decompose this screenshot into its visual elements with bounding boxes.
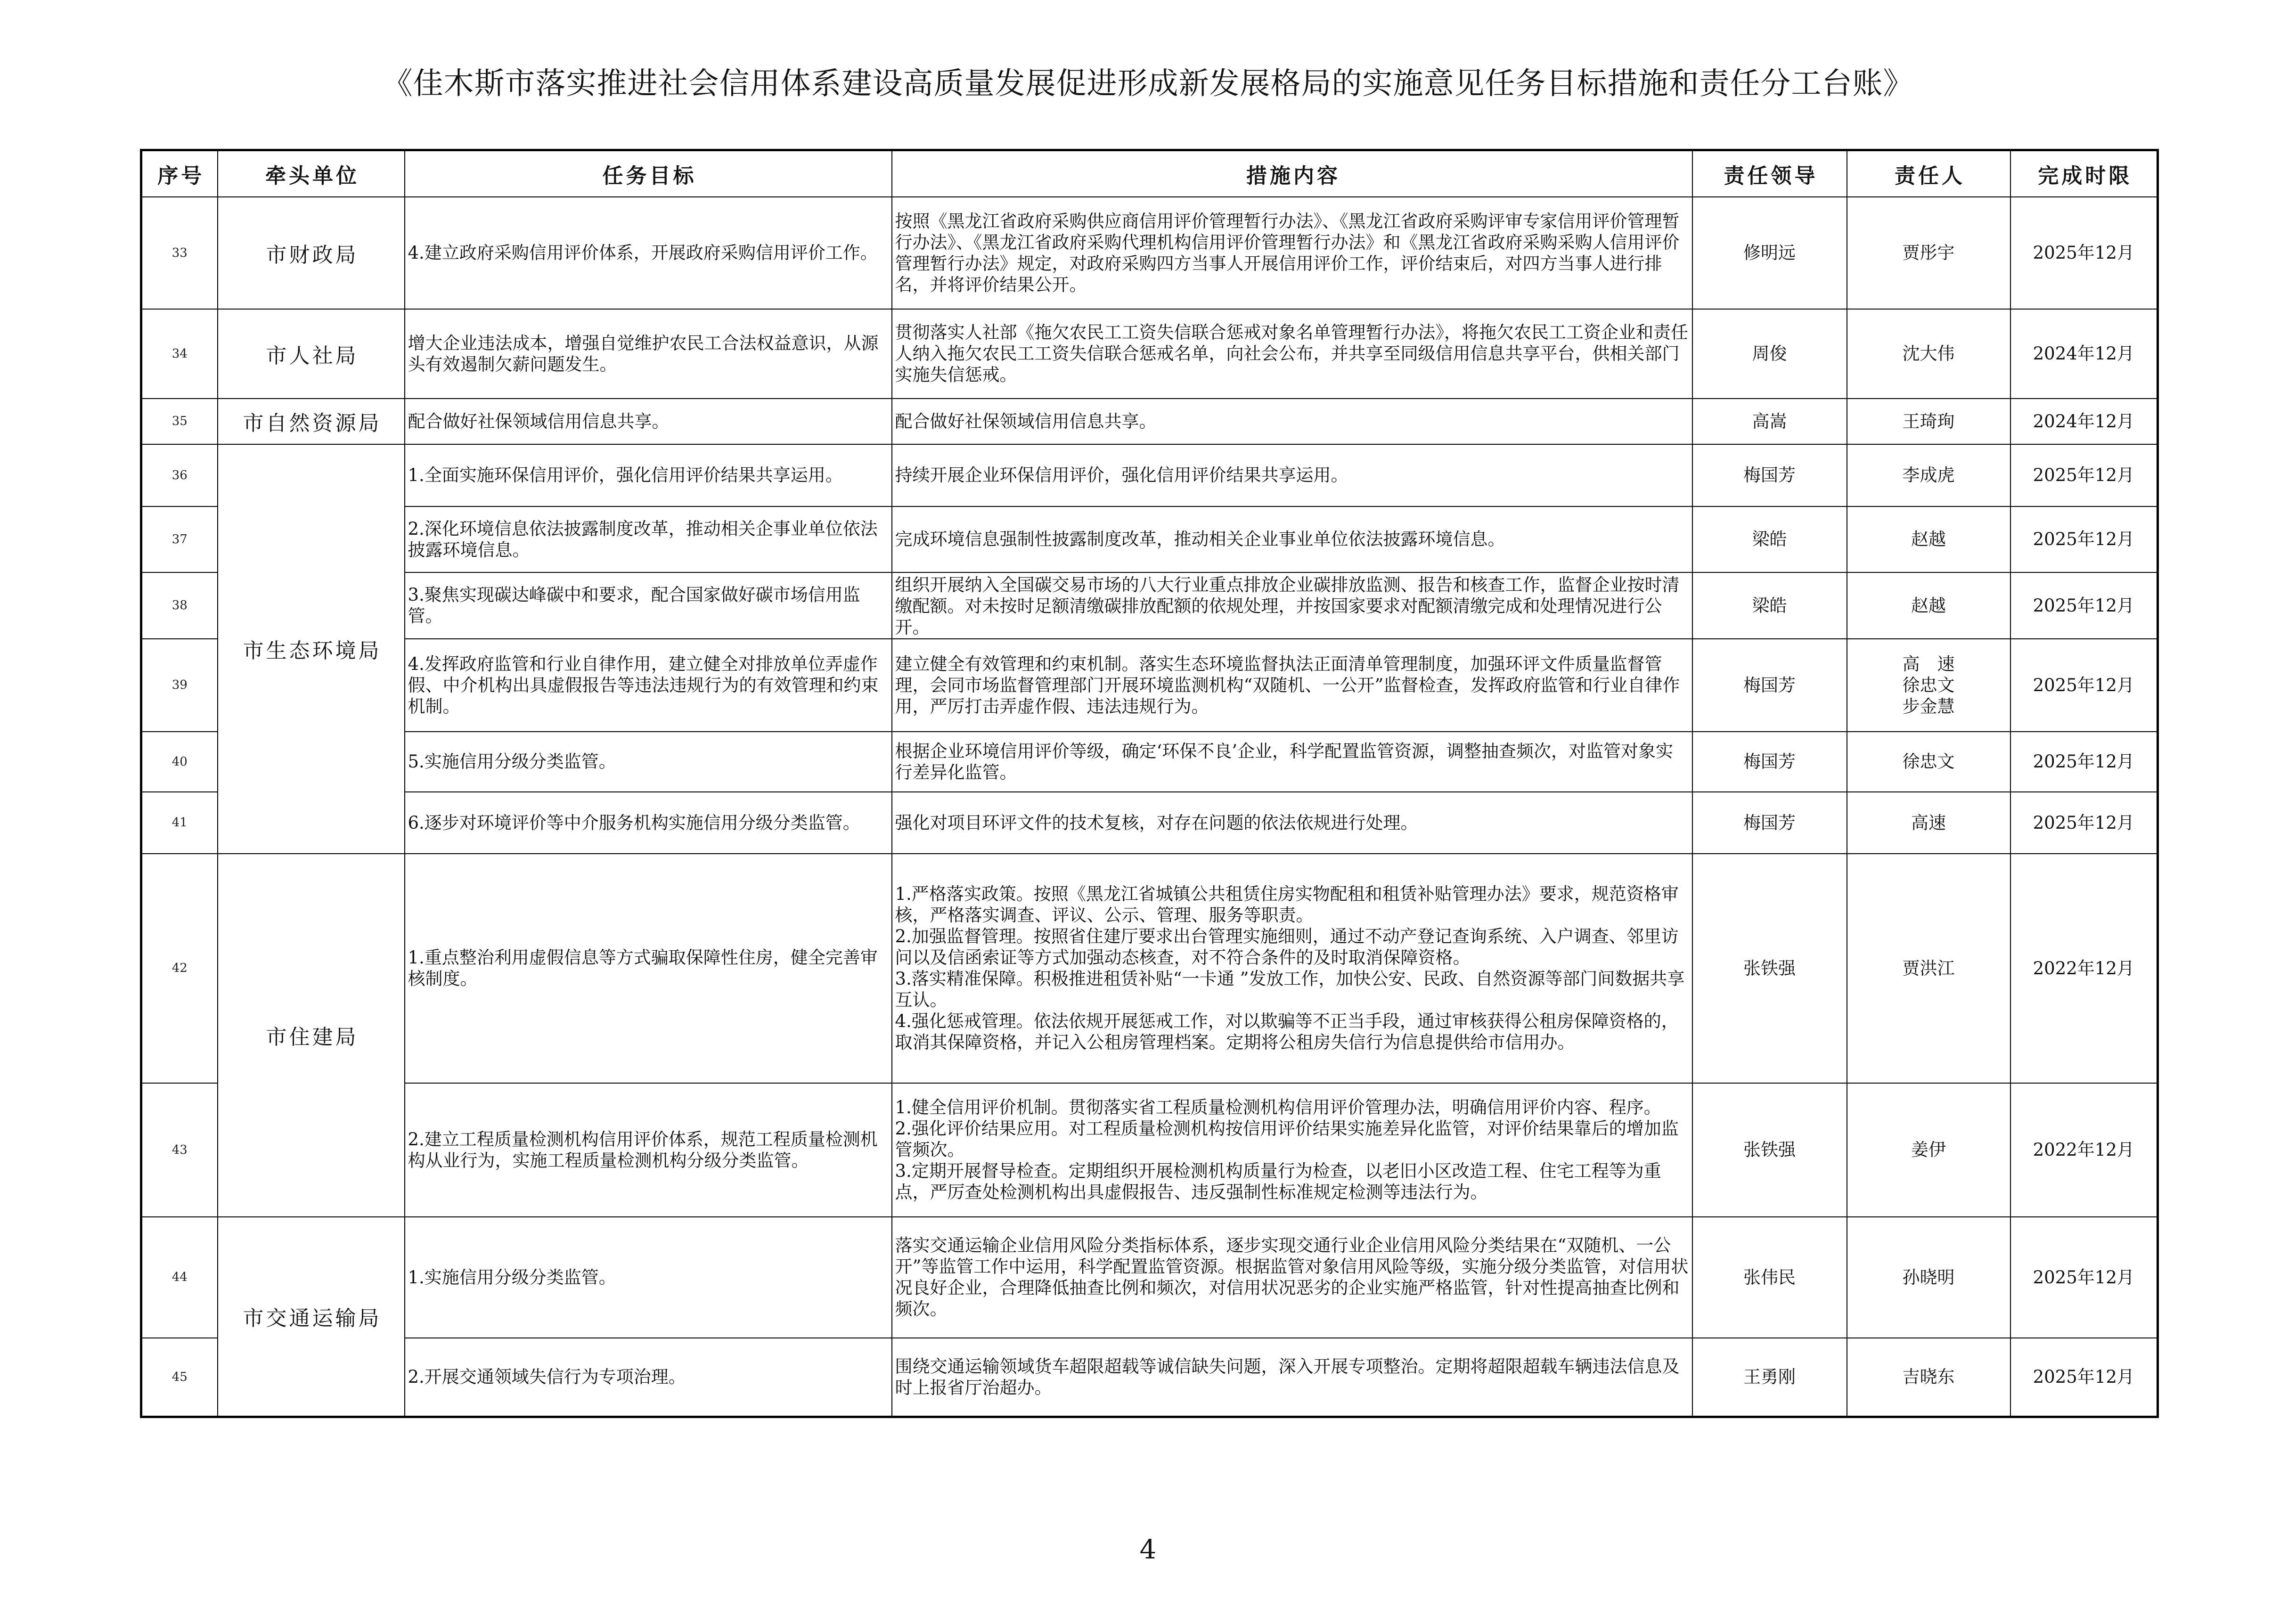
responsible-name: 步金慧	[1902, 696, 1955, 717]
header-measures: 措施内容	[892, 150, 1692, 197]
cell-task-goal	[405, 444, 892, 506]
cell-task-goal	[405, 854, 892, 1083]
cell-leader: 梅国芳	[1692, 792, 1847, 854]
measures-text	[895, 529, 1689, 550]
table-row	[141, 197, 2158, 309]
cell-index: 45	[141, 1338, 218, 1417]
cell-measures	[892, 1083, 1692, 1217]
table-row	[141, 444, 2158, 506]
measures-text	[895, 883, 1689, 1053]
cell-responsible: 孙晓明	[1847, 1217, 2010, 1338]
table-row	[141, 309, 2158, 399]
cell-index: 41	[141, 792, 218, 854]
cell-deadline: 2022年12月	[2010, 1083, 2158, 1217]
measures-text	[895, 574, 1689, 637]
responsible-name: 高 速	[1902, 653, 1955, 674]
cell-task-goal	[405, 1217, 892, 1338]
cell-index: 40	[141, 732, 218, 792]
responsibility-table	[140, 149, 2159, 1418]
header-lead-unit: 牵头单位	[218, 150, 405, 197]
cell-deadline: 2024年12月	[2010, 399, 2158, 444]
cell-leader: 张伟民	[1692, 1217, 1847, 1338]
measure-paragraph: 1.健全信用评价机制。贯彻落实省工程质量检测机构信用评价管理办法，明确信用评价内容、程序。	[895, 1097, 1661, 1117]
cell-measures	[892, 399, 1692, 444]
measure-paragraph: 持续开展企业环保信用评价，强化信用评价结果共享运用。	[895, 465, 1348, 485]
table-header-row	[141, 150, 2158, 197]
measures-text	[895, 1235, 1689, 1320]
cell-responsible: 李成虎	[1847, 444, 2010, 506]
task-goal-text: 配合做好社保领域信用信息共享。	[408, 411, 670, 432]
task-goal-text: 5.实施信用分级分类监管。	[408, 751, 616, 772]
measure-paragraph: 围绕交通运输领域货车超限超载等诚信缺失问题，深入开展专项整治。定期将超限超载车辆违法信息及时上报省厅治超办。	[895, 1356, 1680, 1398]
cell-index: 43	[141, 1083, 218, 1217]
page-number: 4	[1139, 1534, 1157, 1565]
task-goal-text: 6.逐步对环境评价等中介服务机构实施信用分级分类监管。	[408, 812, 860, 833]
cell-task-goal	[405, 399, 892, 444]
cell-task-goal	[405, 639, 892, 732]
cell-lead-unit: 市生态环境局	[218, 444, 405, 854]
cell-leader: 张铁强	[1692, 854, 1847, 1083]
cell-measures	[892, 792, 1692, 854]
cell-measures	[892, 309, 1692, 399]
cell-task-goal	[405, 572, 892, 639]
cell-measures	[892, 854, 1692, 1083]
cell-responsible: 姜伊	[1847, 1083, 2010, 1217]
measure-paragraph: 建立健全有效管理和约束机制。落实生态环境监督执法正面清单管理制度，加强环评文件质量监督管理，会同市场监督管理部门开展环境监测机构“双随机、一公开”监督检查，发挥政府监管和行业自律作用，严厉打击弄虚作假、违法违规行为。	[895, 653, 1680, 717]
cell-leader: 梁皓	[1692, 572, 1847, 639]
task-goal-text: 4.发挥政府监管和行业自律作用，建立健全对排放单位弄虚作假、中介机构出具虚假报告等违法违规行为的有效管理和约束机制。	[408, 653, 879, 717]
measures-text	[895, 211, 1689, 295]
measure-paragraph: 配合做好社保领域信用信息共享。	[895, 411, 1157, 432]
cell-responsible: 高速	[1847, 792, 2010, 854]
cell-deadline: 2024年12月	[2010, 309, 2158, 399]
cell-lead-unit: 市住建局	[218, 854, 405, 1217]
task-goal-text: 增大企业违法成本，增强自觉维护农民工合法权益意识，从源头有效遏制欠薪问题发生。	[408, 333, 879, 375]
cell-leader: 王勇刚	[1692, 1338, 1847, 1417]
cell-task-goal	[405, 1083, 892, 1217]
header-leader: 责任领导	[1692, 150, 1847, 197]
cell-deadline: 2025年12月	[2010, 732, 2158, 792]
task-goal-text: 1.重点整治利用虚假信息等方式骗取保障性住房，健全完善审核制度。	[408, 947, 878, 989]
cell-measures	[892, 639, 1692, 732]
cell-task-goal	[405, 309, 892, 399]
measures-text	[895, 812, 1689, 833]
measure-paragraph: 组织开展纳入全国碳交易市场的八大行业重点排放企业碳排放监测、报告和核查工作，监督企业按时清缴配额。对未按时足额清缴碳排放配额的依规处理，并按国家要求对配额清缴完成和处理情况进行公开。	[895, 574, 1680, 637]
measure-paragraph: 按照《黑龙江省政府采购供应商信用评价管理暂行办法》、《黑龙江省政府采购评审专家信用评价管理暂行办法》、《黑龙江省政府采购代理机构信用评价管理暂行办法》和《黑龙江省政府采购采购人信用评价管理暂行办法》规定，对政府采购四方当事人开展信用评价工作，评价结束后，对四方当事人进行排名，并将评价结果公开。	[895, 211, 1680, 295]
cell-task-goal	[405, 732, 892, 792]
measure-paragraph: 落实交通运输企业信用风险分类指标体系，逐步实现交通行业企业信用风险分类结果在“双随机、一公开”等监管工作中运用，科学配置监管资源。根据监管对象信用风险等级，实施分级分类监管，对信用状况良好企业，合理降低抽查比例和频次，对信用状况恶劣的企业实施严格监管，针对性提高抽查比例和频次。	[895, 1235, 1689, 1319]
cell-index: 34	[141, 309, 218, 399]
measure-paragraph: 根据企业环境信用评价等级，确定‘环保不良’企业，科学配置监管资源，调整抽查频次，对监管对象实行差异化监管。	[895, 741, 1674, 783]
cell-leader: 梅国芳	[1692, 639, 1847, 732]
cell-index: 35	[141, 399, 218, 444]
cell-measures	[892, 506, 1692, 572]
measures-text	[895, 465, 1689, 486]
measure-paragraph: 贯彻落实人社部《拖欠农民工工资失信联合惩戒对象名单管理暂行办法》，将拖欠农民工工资企业和责任人纳入拖欠农民工工资失信联合惩戒名单，向社会公布，并共享至同级信用信息共享平台，供相关部门实施失信惩戒。	[895, 322, 1688, 385]
task-goal-text: 1.实施信用分级分类监管。	[408, 1267, 616, 1288]
cell-measures	[892, 1338, 1692, 1417]
cell-leader: 修明远	[1692, 197, 1847, 309]
cell-deadline: 2025年12月	[2010, 572, 2158, 639]
measure-paragraph: 3.落实精准保障。积极推进租赁补贴“一卡通 ”发放工作，加快公安、民政、自然资源等部门间数据共享互认。	[895, 969, 1685, 1010]
cell-index: 36	[141, 444, 218, 506]
table-row	[141, 506, 2158, 572]
table-row	[141, 854, 2158, 1083]
cell-responsible: 贾彤宇	[1847, 197, 2010, 309]
measure-paragraph: 强化对项目环评文件的技术复核，对存在问题的依法依规进行处理。	[895, 812, 1418, 833]
task-goal-text: 2.开展交通领域失信行为专项治理。	[408, 1367, 686, 1387]
cell-deadline: 2025年12月	[2010, 639, 2158, 732]
cell-measures	[892, 572, 1692, 639]
cell-lead-unit: 市人社局	[218, 309, 405, 399]
cell-deadline: 2025年12月	[2010, 792, 2158, 854]
table-row	[141, 1083, 2158, 1217]
cell-responsible: 王琦珣	[1847, 399, 2010, 444]
cell-lead-unit: 市财政局	[218, 197, 405, 309]
cell-responsible: 贾洪江	[1847, 854, 2010, 1083]
table-row	[141, 732, 2158, 792]
cell-leader: 高嵩	[1692, 399, 1847, 444]
responsible-name: 徐忠文	[1902, 675, 1955, 695]
cell-leader: 梅国芳	[1692, 732, 1847, 792]
table-row	[141, 1217, 2158, 1338]
cell-task-goal	[405, 506, 892, 572]
cell-task-goal	[405, 1338, 892, 1417]
measure-paragraph: 完成环境信息强制性披露制度改革，推动相关企业事业单位依法披露环境信息。	[895, 529, 1505, 549]
cell-measures	[892, 444, 1692, 506]
cell-index: 33	[141, 197, 218, 309]
header-task-goal: 任务目标	[405, 150, 892, 197]
measure-paragraph: 2.加强监督管理。按照省住建厅要求出台管理实施细则，通过不动产登记查询系统、入户调查、邻里访问以及信函索证等方式加强动态核查，对不符合条件的及时取消保障资格。	[895, 926, 1679, 968]
cell-lead-unit: 市交通运输局	[218, 1217, 405, 1417]
header-responsible: 责任人	[1847, 150, 2010, 197]
measures-text	[895, 1356, 1689, 1398]
cell-deadline: 2025年12月	[2010, 1217, 2158, 1338]
measure-paragraph: 4.强化惩戒管理。依法依规开展惩戒工作，对以欺骗等不正当手段，通过审核获得公租房保障资格的，取消其保障资格，并记入公租房管理档案。定期将公租房失信行为信息提供给市信用办。	[895, 1011, 1679, 1052]
measures-text	[895, 741, 1689, 783]
measure-paragraph: 3.定期开展督导检查。定期组织开展检测机构质量行为检查，以老旧小区改造工程、住宅工程等为重点，严厉查处检测机构出具虚假报告、违反强制性标准规定检测等违法行为。	[895, 1161, 1661, 1202]
table-row	[141, 639, 2158, 732]
cell-deadline: 2022年12月	[2010, 854, 2158, 1083]
cell-index: 38	[141, 572, 218, 639]
measures-text	[895, 653, 1689, 717]
cell-responsible: 赵越	[1847, 506, 2010, 572]
cell-index: 44	[141, 1217, 218, 1338]
cell-leader: 梁皓	[1692, 506, 1847, 572]
cell-responsible: 徐忠文	[1847, 732, 2010, 792]
cell-index: 37	[141, 506, 218, 572]
header-index: 序号	[141, 150, 218, 197]
task-goal-text: 3.聚焦实现碳达峰碳中和要求，配合国家做好碳市场信用监管。	[408, 585, 860, 626]
task-goal-text: 1.全面实施环保信用评价，强化信用评价结果共享运用。	[408, 465, 843, 485]
cell-leader: 梅国芳	[1692, 444, 1847, 506]
cell-task-goal	[405, 197, 892, 309]
cell-responsible	[1847, 639, 2010, 732]
cell-deadline: 2025年12月	[2010, 506, 2158, 572]
cell-leader: 周俊	[1692, 309, 1847, 399]
header-deadline: 完成时限	[2010, 150, 2158, 197]
cell-leader: 张铁强	[1692, 1083, 1847, 1217]
table-row	[141, 572, 2158, 639]
table-row	[141, 792, 2158, 854]
cell-responsible: 赵越	[1847, 572, 2010, 639]
cell-measures	[892, 1217, 1692, 1338]
measures-text	[895, 1097, 1689, 1203]
measure-paragraph: 2.强化评价结果应用。对工程质量检测机构按信用评价结果实施差异化监管，对评价结果靠后的增加监管频次。	[895, 1118, 1679, 1160]
measure-paragraph: 1.严格落实政策。按照《黑龙江省城镇公共租赁住房实物配租和租赁补贴管理办法》要求，规范资格审核，严格落实调查、评议、公示、管理、服务等职责。	[895, 884, 1679, 925]
cell-responsible: 吉晓东	[1847, 1338, 2010, 1417]
cell-deadline: 2025年12月	[2010, 197, 2158, 309]
measures-text	[895, 411, 1689, 432]
table-row	[141, 1338, 2158, 1417]
cell-measures	[892, 197, 1692, 309]
task-goal-text: 2.深化环境信息依法披露制度改革，推动相关企事业单位依法披露环境信息。	[408, 518, 878, 560]
cell-index: 42	[141, 854, 218, 1083]
task-goal-text: 4.建立政府采购信用评价体系，开展政府采购信用评价工作。	[408, 243, 878, 263]
cell-lead-unit: 市自然资源局	[218, 399, 405, 444]
cell-deadline: 2025年12月	[2010, 444, 2158, 506]
page-title: 《佳木斯市落实推进社会信用体系建设高质量发展促进形成新发展格局的实施意见任务目标措施和责任分工台账》	[382, 66, 1914, 101]
cell-measures	[892, 732, 1692, 792]
cell-deadline: 2025年12月	[2010, 1338, 2158, 1417]
cell-responsible: 沈大伟	[1847, 309, 2010, 399]
table-row	[141, 399, 2158, 444]
task-goal-text: 2.建立工程质量检测机构信用评价体系，规范工程质量检测机构从业行为，实施工程质量检测机构分级分类监管。	[408, 1129, 878, 1171]
cell-task-goal	[405, 792, 892, 854]
cell-index: 39	[141, 639, 218, 732]
measures-text	[895, 322, 1689, 385]
